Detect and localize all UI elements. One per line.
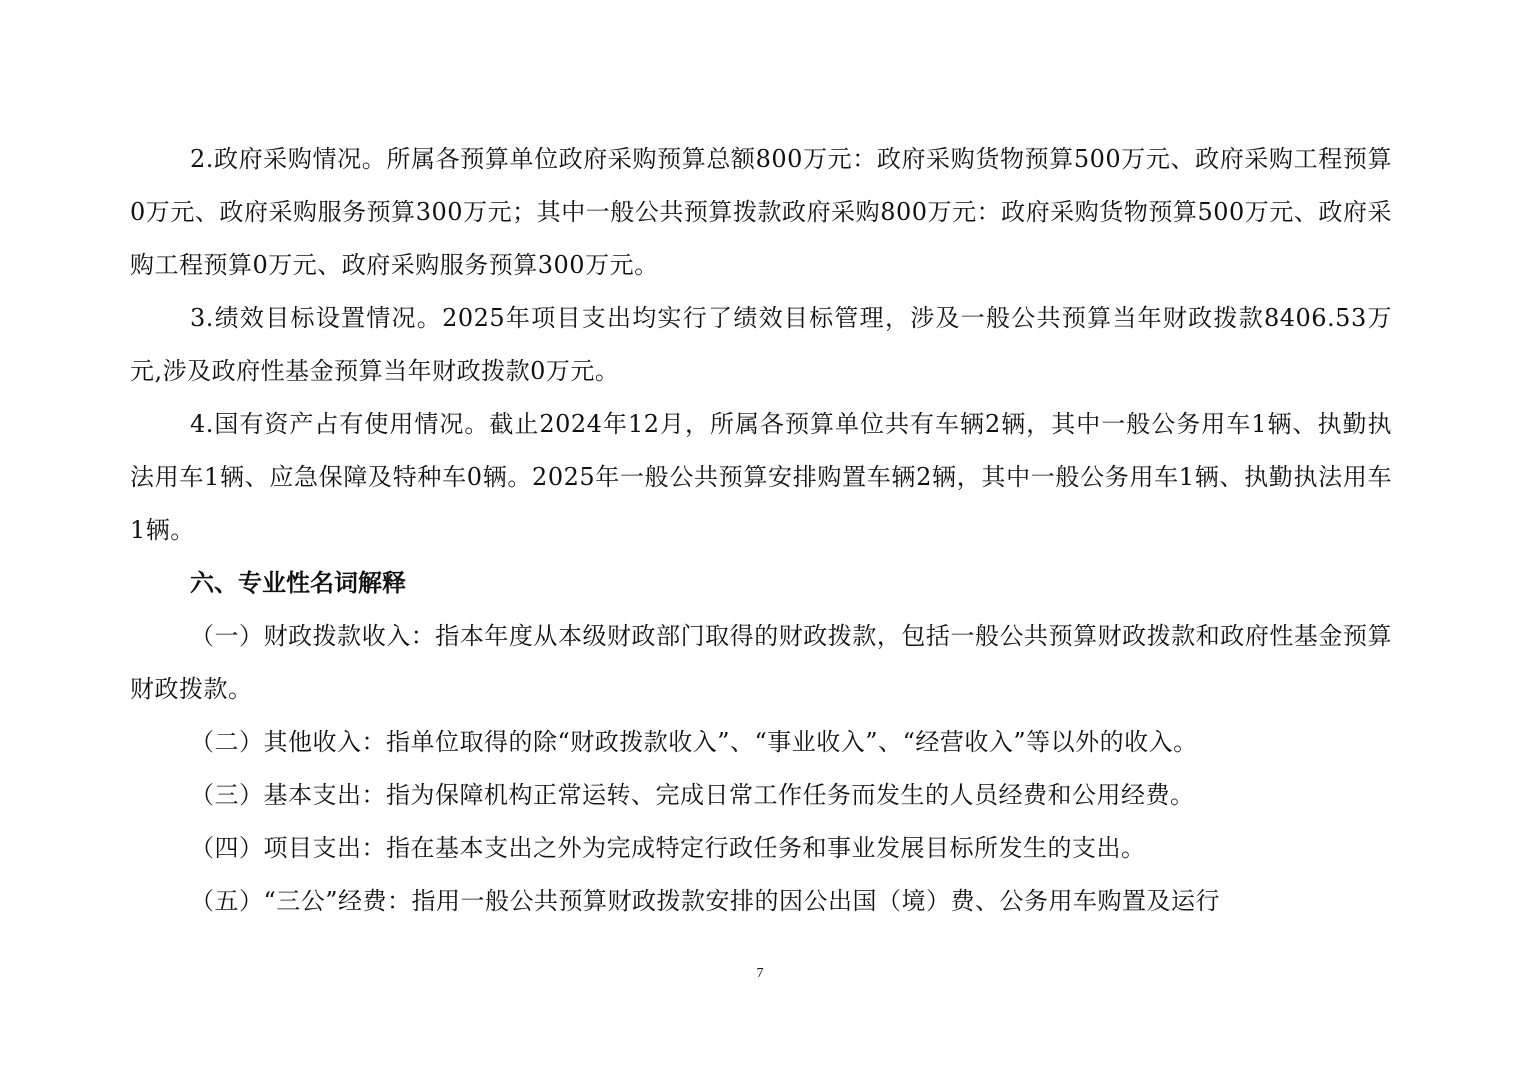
page-body: [130, 133, 1392, 928]
definition-project-expenditure: （四）项目支出：指在基本支出之外为完成特定行政任务和事业发展目标所发生的支出。: [190, 834, 1146, 862]
paragraph-state-assets: 4.国有资产占有使用情况。截止2024年12月，所属各预算单位共有车辆2辆，其中一般公务用车1辆、执勤执法用车1辆、应急保障及特种车0辆。2025年一般公共预算安排购置车辆2辆，其中一般公务用车1辆、执勤执法用车1辆。: [130, 410, 1392, 544]
section-heading-terms: 六、专业性名词解释: [190, 569, 406, 597]
paragraph-government-procurement: 2.政府采购情况。所属各预算单位政府采购预算总额800万元：政府采购货物预算500万元、政府采购工程预算0万元、政府采购服务预算300万元；其中一般公共预算拨款政府采购800万元：政府采购货物预算500万元、政府采购工程预算0万元、政府采购服务预算300万元。: [130, 145, 1392, 279]
definition-three-public-expenses: （五）“三公”经费：指用一般公共预算财政拨款安排的因公出国（境）费、公务用车购置及运行: [190, 887, 1221, 915]
paragraph-performance-targets: 3.绩效目标设置情况。2025年项目支出均实行了绩效目标管理，涉及一般公共预算当年财政拨款8406.53万元,涉及政府性基金预算当年财政拨款0万元。: [130, 304, 1392, 385]
definition-basic-expenditure: （三）基本支出：指为保障机构正常运转、完成日常工作任务而发生的人员经费和公用经费。: [190, 781, 1195, 809]
definition-other-income: （二）其他收入：指单位取得的除“财政拨款收入”、“事业收入”、“经营收入”等以外的收入。: [190, 728, 1198, 756]
definition-fiscal-appropriation-income: （一）财政拨款收入：指本年度从本级财政部门取得的财政拨款，包括一般公共预算财政拨款和政府性基金预算财政拨款。: [130, 622, 1392, 703]
page-number: 7: [756, 966, 764, 981]
